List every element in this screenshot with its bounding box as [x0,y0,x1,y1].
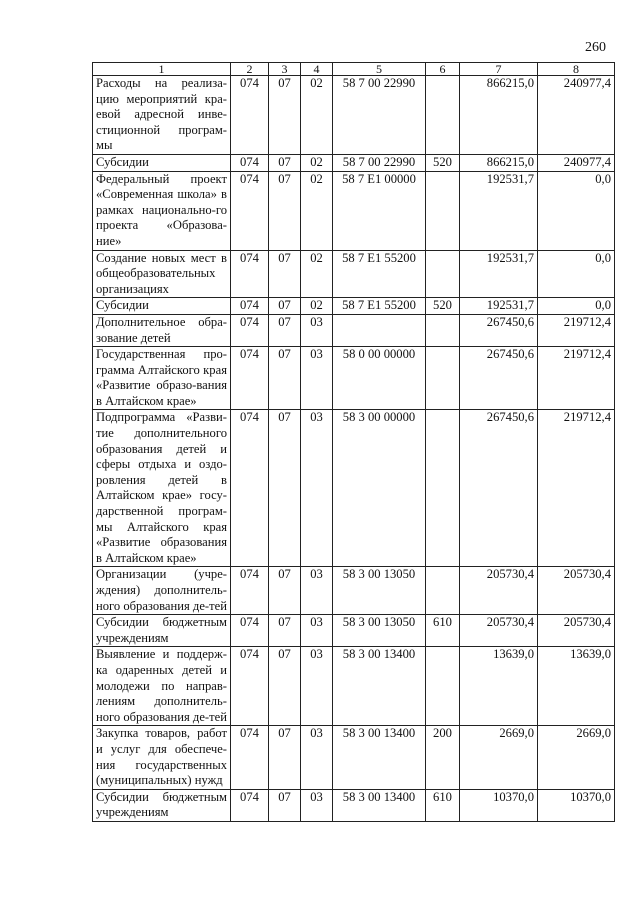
header-cell: 8 [538,63,615,76]
expense-type-cell: 200 [426,726,460,789]
amount-col7-cell: 192531,7 [460,298,538,315]
table-row [93,314,615,346]
amount-col8-cell: 205730,4 [538,615,615,647]
header-cell: 2 [231,63,269,76]
amount-col8-cell: 219712,4 [538,314,615,346]
ministry-code-cell: 074 [231,410,269,567]
table-header-row [93,63,615,76]
section-code-cell: 07 [269,171,301,250]
subsection-code-cell: 02 [301,76,333,155]
row-name-cell: Организации (учре-ждения) дополнитель-ного образования де-тей [93,567,231,615]
ministry-code-cell: 074 [231,76,269,155]
target-article-cell: 58 7 E1 55200 [333,250,426,298]
row-name-cell: Создание новых мест в общеобразовательных организациях [93,250,231,298]
table-row [93,789,615,821]
ministry-code-cell: 074 [231,154,269,171]
amount-col7-cell: 866215,0 [460,76,538,155]
target-article-cell: 58 7 E1 55200 [333,298,426,315]
amount-col8-cell: 2669,0 [538,726,615,789]
section-code-cell: 07 [269,76,301,155]
subsection-code-cell: 03 [301,567,333,615]
subsection-code-cell: 03 [301,789,333,821]
target-article-cell: 58 7 E1 00000 [333,171,426,250]
target-article-cell: 58 0 00 00000 [333,347,426,410]
subsection-code-cell: 03 [301,726,333,789]
section-code-cell: 07 [269,250,301,298]
target-article-cell [333,314,426,346]
table-row [93,154,615,171]
ministry-code-cell: 074 [231,789,269,821]
subsection-code-cell: 03 [301,314,333,346]
amount-col7-cell: 13639,0 [460,647,538,726]
row-name-cell: Дополнительное обра-зование детей [93,314,231,346]
subsection-code-cell: 02 [301,250,333,298]
expense-type-cell [426,347,460,410]
ministry-code-cell: 074 [231,647,269,726]
amount-col8-cell: 219712,4 [538,410,615,567]
header-cell: 4 [301,63,333,76]
row-name-cell: Субсидии [93,154,231,171]
ministry-code-cell: 074 [231,314,269,346]
amount-col7-cell: 205730,4 [460,567,538,615]
row-name-cell: Субсидии бюджетным учреждениям [93,789,231,821]
row-name-cell: Субсидии бюджетным учреждениям [93,615,231,647]
expense-type-cell [426,250,460,298]
amount-col8-cell: 10370,0 [538,789,615,821]
target-article-cell: 58 3 00 00000 [333,410,426,567]
ministry-code-cell: 074 [231,171,269,250]
expense-type-cell [426,567,460,615]
subsection-code-cell: 03 [301,347,333,410]
row-name-cell: Расходы на реализа-цию мероприятий кра-евой адресной инве-стиционной програм-мы [93,76,231,155]
section-code-cell: 07 [269,789,301,821]
header-cell: 3 [269,63,301,76]
table-row [93,76,615,155]
target-article-cell: 58 3 00 13050 [333,615,426,647]
amount-col8-cell: 205730,4 [538,567,615,615]
section-code-cell: 07 [269,347,301,410]
amount-col8-cell: 240977,4 [538,154,615,171]
amount-col7-cell: 205730,4 [460,615,538,647]
amount-col8-cell: 13639,0 [538,647,615,726]
ministry-code-cell: 074 [231,298,269,315]
amount-col7-cell: 2669,0 [460,726,538,789]
expense-type-cell: 520 [426,298,460,315]
subsection-code-cell: 02 [301,298,333,315]
amount-col8-cell: 219712,4 [538,347,615,410]
ministry-code-cell: 074 [231,726,269,789]
section-code-cell: 07 [269,410,301,567]
section-code-cell: 07 [269,154,301,171]
section-code-cell: 07 [269,647,301,726]
table-row [93,615,615,647]
table-row [93,347,615,410]
expense-type-cell [426,76,460,155]
table-row [93,410,615,567]
table-row [93,726,615,789]
budget-table [92,62,615,822]
section-code-cell: 07 [269,298,301,315]
subsection-code-cell: 03 [301,615,333,647]
amount-col7-cell: 192531,7 [460,250,538,298]
expense-type-cell: 610 [426,615,460,647]
section-code-cell: 07 [269,615,301,647]
header-cell: 1 [93,63,231,76]
ministry-code-cell: 074 [231,615,269,647]
amount-col7-cell: 192531,7 [460,171,538,250]
target-article-cell: 58 3 00 13400 [333,726,426,789]
section-code-cell: 07 [269,314,301,346]
table-row [93,298,615,315]
target-article-cell: 58 7 00 22990 [333,154,426,171]
amount-col8-cell: 240977,4 [538,76,615,155]
amount-col8-cell: 0,0 [538,171,615,250]
amount-col7-cell: 267450,6 [460,410,538,567]
amount-col7-cell: 866215,0 [460,154,538,171]
target-article-cell: 58 7 00 22990 [333,76,426,155]
table-row [93,250,615,298]
amount-col7-cell: 10370,0 [460,789,538,821]
amount-col8-cell: 0,0 [538,250,615,298]
table-row [93,567,615,615]
expense-type-cell [426,171,460,250]
subsection-code-cell: 02 [301,154,333,171]
amount-col8-cell: 0,0 [538,298,615,315]
expense-type-cell [426,410,460,567]
expense-type-cell [426,647,460,726]
target-article-cell: 58 3 00 13400 [333,789,426,821]
row-name-cell: Закупка товаров, работ и услуг для обеспече-ния государственных (муниципальных) нужд [93,726,231,789]
amount-col7-cell: 267450,6 [460,314,538,346]
row-name-cell: Государственная про-грамма Алтайского края «Развитие образо-вания в Алтайском крае» [93,347,231,410]
header-cell: 5 [333,63,426,76]
amount-col7-cell: 267450,6 [460,347,538,410]
ministry-code-cell: 074 [231,347,269,410]
target-article-cell: 58 3 00 13050 [333,567,426,615]
expense-type-cell [426,314,460,346]
page-number: 260 [585,40,606,55]
row-name-cell: Подпрограмма «Разви-тие дополнительного образования детей и сферы отдыха и оздо-ровления детей в Алтайском крае» госу-дарственной програм-мы Алтайского края «Развитие образования в Алтайском крае» [93,410,231,567]
ministry-code-cell: 074 [231,250,269,298]
table-row [93,171,615,250]
section-code-cell: 07 [269,726,301,789]
row-name-cell: Субсидии [93,298,231,315]
target-article-cell: 58 3 00 13400 [333,647,426,726]
ministry-code-cell: 074 [231,567,269,615]
header-cell: 6 [426,63,460,76]
row-name-cell: Федеральный проект «Современная школа» в рамках национально-го проекта «Образова-ние» [93,171,231,250]
subsection-code-cell: 03 [301,410,333,567]
row-name-cell: Выявление и поддерж-ка одаренных детей и молодежи по направ-лениям дополнитель-ного образования де-тей [93,647,231,726]
header-cell: 7 [460,63,538,76]
subsection-code-cell: 03 [301,647,333,726]
expense-type-cell: 610 [426,789,460,821]
section-code-cell: 07 [269,567,301,615]
expense-type-cell: 520 [426,154,460,171]
subsection-code-cell: 02 [301,171,333,250]
table-row [93,647,615,726]
